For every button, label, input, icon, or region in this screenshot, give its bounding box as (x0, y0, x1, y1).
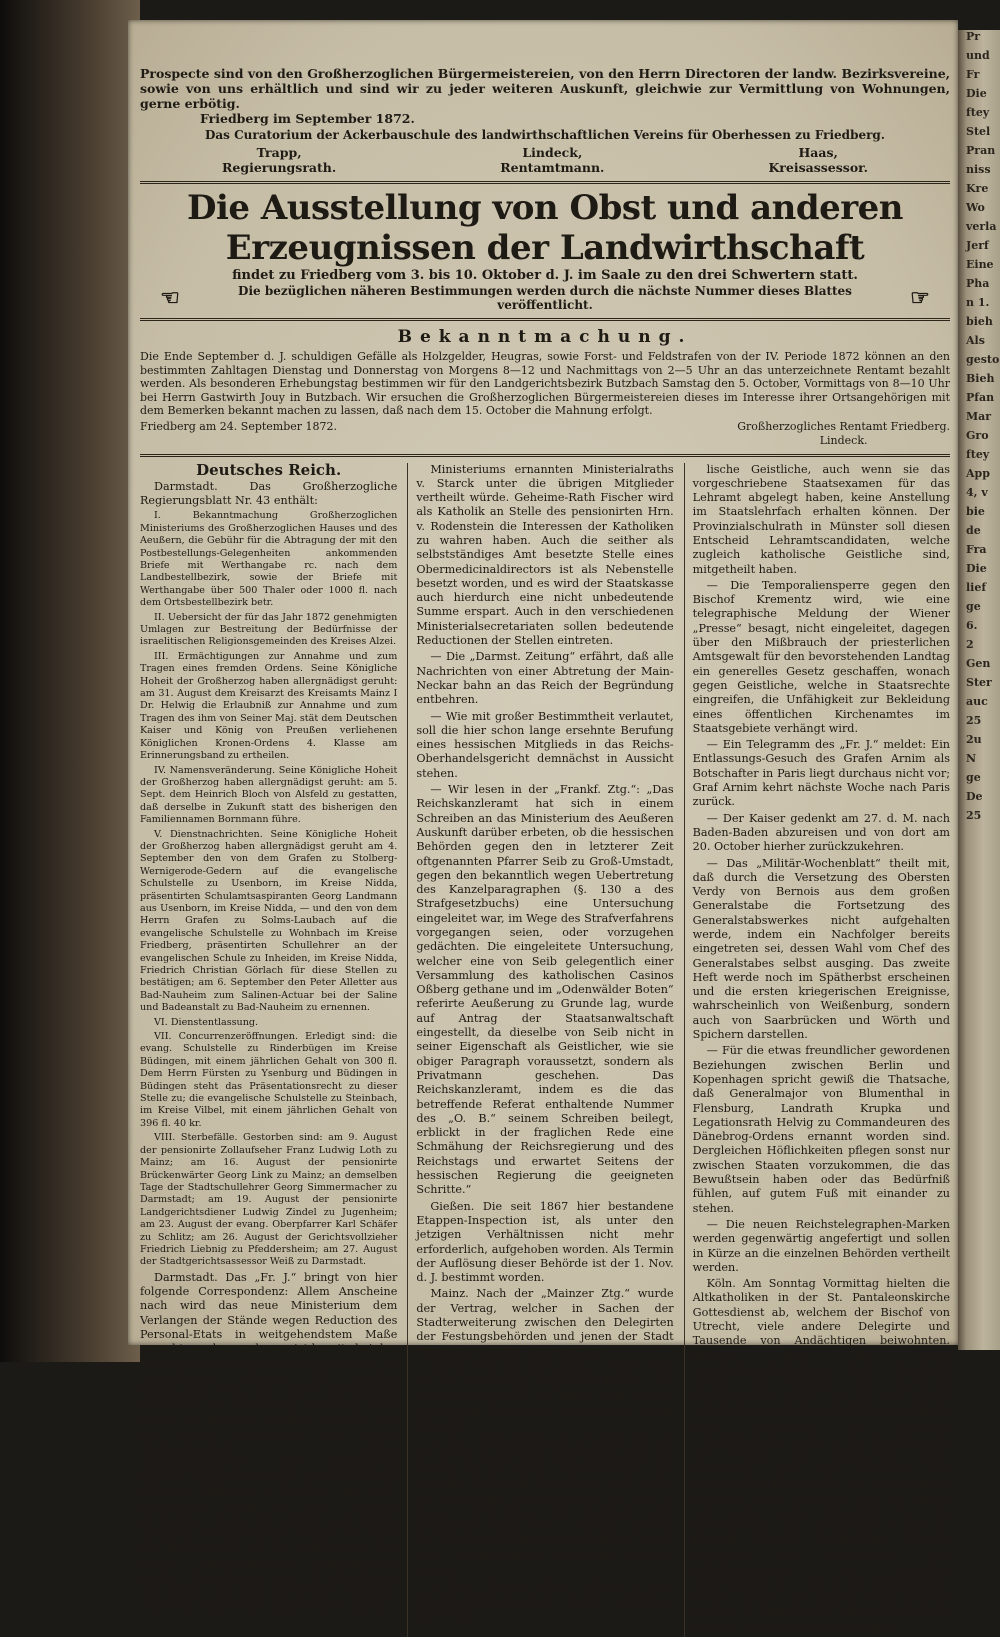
article-paragraph: Ministeriums ernannten Ministerialraths v. Starck unter die übrigen Mitglieder vertheilt würde. Geheime-Rath Fischer wird als Katholik an Stelle des pensionirten Hrn. v. Rodenstein die Interessen der Katholiken zu wahren haben. Auch die seither als selbstständiges Amt besetzte Stelle eines Obermedicinaldirectors ist als Nebenstelle besetzt worden, und es wird der Staatskasse auch hierdurch eine nicht unbedeutende Summe erspart. Auch in den verschiedenen Ministerialsecretariaten sollen bedeutende Reductionen der Stellen eintreten. (416, 462, 674, 648)
bekanntmachung-date: Friedberg am 24. September 1872. (140, 419, 338, 433)
edge-text-fragment: bieh (966, 315, 993, 328)
edge-text-fragment: ge (966, 600, 981, 613)
signer: Lindeck, Rentamtmann. (500, 145, 605, 175)
article-paragraph: — Die neuen Reichstelegraphen-Marken werden gegenwärtig angefertigt und sollen in Kürze an die einzelnen Behörden vertheilt werden. (692, 1217, 950, 1274)
edge-text-fragment: Die (966, 87, 987, 100)
edge-text-fragment: Pha (966, 277, 990, 290)
article-columns (140, 460, 950, 1637)
article-paragraph: Berlin. Wie die „Kreuz-Ztg.“ wissen will, ist die Mittheilung belgischer Blätter, der deutsche Gesandte in Paris, Graf Arnim, habe seine Entlassung nachgesucht, völlig grundlos. (416, 1360, 674, 1432)
edge-text-fragment: 6. (966, 619, 978, 632)
article-paragraph: — Die Temporaliensperre gegen den Bischof Krementz wird, wie eine telegraphische Meldung der Wiener „Presse“ besagt, nicht eingeleitet, dagegen über den Mißbrauch der priesterlichen Amtsgewalt für den bevorstehenden Landtag ein generelles Gesetz geschaffen, wonach gegen Geistliche, welche in Staatsrechte eingreifen, die Unfähigkeit zur Bekleidung eines öffentlichen Kirchenamtes im Staatsgebiete verhängt wird. (692, 578, 950, 735)
edge-text-fragment: auc (966, 695, 988, 708)
edge-text-fragment: Kre (966, 182, 989, 195)
edge-text-fragment: Eine (966, 258, 994, 271)
signers-row (140, 145, 950, 175)
edge-text-fragment: Pfan (966, 391, 995, 404)
book-binding (0, 0, 140, 1362)
article-paragraph: — Wir lesen in der „Frankf. Ztg.“: „Das Reichskanzleramt hat sich in einem Schreiben an das Ministerium des Aeußeren Auskunft darüber erbeten, ob die hessischen Behörden gegen den in letzterer Zeit oftgenannten Pfarrer Seib zu Groß-Umstadt, gegen den bekanntlich wegen Uebertretung des Kanzelparagraphen (§. 130 a des Strafgesetzbuchs) eine Untersuchung eingeleitet war, im Wege des Strafverfahrens vorgegangen seien, oder vorzugehen gedächten. Die eingeleitete Untersuchung, welcher eine von Seib gelegentlich einer Versammlung des katholischen Casinos Oßberg gethane und im „Odenwälder Boten“ referirte Aeußerung zu Grunde lag, wurde auf Antrag der Staatsanwaltschaft eingestellt, da dieselbe von Seib nicht in seiner Eigenschaft als Geistlicher, wie sie obiger Paragraph voraussetzt, sondern als Privatmann geschehen. Das Reichskanzleramt, indem es die das betreffende Referat enthaltende Nummer des „O. B.“ seinem Schreiben beilegt, erblickt in der fraglichen Rede eine Schmähung der Reichsregierung und des Reichstags und erwartet Seitens der hessischen Regierung die geeigneten Schritte.“ (416, 783, 674, 1197)
edge-text-fragment: und (966, 49, 990, 62)
article-paragraph: — Der Kaiser gedenkt am 27. d. M. nach Baden-Baden abzureisen und von dort am 20. October hierher zurückzukehren. (692, 811, 950, 854)
edge-text-fragment: n 1. (966, 296, 990, 309)
edge-text-fragment: ge (966, 771, 981, 784)
exhibition-headline: Die Ausstellung von Obst und anderen Erzeugnissen der Landwirthschaft (186, 188, 903, 268)
column-3 (684, 463, 950, 1637)
edge-text-fragment: Wo (966, 201, 985, 214)
edge-text-fragment: App (966, 467, 990, 480)
article-paragraph: lische Geistliche, auch wenn sie das vorgeschriebene Staatsexamen für das Lehramt abgelegt haben, keine Anstellung im Staatslehrfach erhalten können. Der Provinzialschulrath in Münster soll diesen Entscheid Lehramtscandidaten, welche zugleich katholische Geistliche sind, mitgetheilt haben. (692, 462, 950, 576)
article-paragraph: Darmstadt. Das „Fr. J.“ bringt von hier folgende Correspondenz: Allem Anscheine nach wird das neue Ministerium dem Verlangen der Stände wegen Reduction des Personal-Etats in weitgehendstem Maße gerecht werden, und zwar ist bereits bei den Ministerien hiermit der Anfang gemacht. In maßgebenden Kreisen soll nämlich beschlossen sein, die dritte etatsmäßige Rathsstelle im Ministerium der Justiz nicht wieder zu besetzen, sondern dasselbe nur aus einem dieseitigen und einem rheinhessischen Juristen zusammenzusetzen. Der neuernannte Director Kempf wird daher die Referate des früheren Ministers v. Lindelof und Geh. Staatsraths Frank in dem seinigen vereinigen, sowie der soeben zum Rathe ernannte Advokat-Anwalt Finger zu Alzey das Referat des in das Ministerium des Innern übergegangenen Geheimeraths Fischer übernehmen. Auch im Ministerium des Innern soll eine Rathsstelle eingehen, indem das Referat des zum Director dieses (140, 1270, 398, 1613)
article-paragraph: — Das „Militär-Wochenblatt“ theilt mit, daß durch die Versetzung des Obersten Verdy von Bernois aus dem großen Generalstabe die Fortsetzung des Generalstabswerkes nicht aufgehalten werde, indem ein Nachfolger bereits eingetreten sei, dessen Wahl vom Chef des Generalstabes selbst ausging. Das zweite Heft werde noch im Spätherbst erscheinen und die ersten kriegerischen Ereignisse, wahrscheinlich von Weißenburg, sondern auch von Saarbrücken und Wörth und Spichern darstellen. (692, 856, 950, 1042)
edge-text-fragment: Gro (966, 429, 989, 442)
column-2 (407, 463, 673, 1637)
article-paragraph: Mainz. Nach der „Mainzer Ztg.“ wurde der Vertrag, welcher in Sachen der Stadterweiterung zwischen den Delegirten der Festungsbehörden und jenen der Stadt vereinbart worden, unterzeichnet. (416, 1287, 674, 1358)
edge-text-fragment: Bieh (966, 372, 995, 385)
regierungsblatt-list: I. Bekanntmachung Großherzoglichen Ministeriums des Großherzoglichen Hauses und des Aeußern, die Gebühr für die Abtragung der mit den Postbestellungs-Gelegenheiten ankommenden Briefe mit Werthangabe rc. nach dem Landbestellbezirk, sowie der Briefe mit Werthangabe über 500 Thaler oder 1000 fl. nach dem Ortsbestellbezirk betr. II. Uebersicht der für das Jahr 1872 genehmigten Umlagen zur Bestreitung der Bedürfnisse der israelitischen Religionsgemeinden des Kreises Alzei. III. Ermächtigungen zur Annahme und zum Tragen eines fremden Ordens. Seine Königliche Hoheit der Großherzog haben allergnädigst geruht: am 31. August dem Kreisarzt des Kreisamts Mainz I Dr. Helwig die Erlaubniß zur Annahme und zum Tragen des ihm von Seiner Maj. stät dem Deutschen Kaiser und König von Preußen verliehenen Königlichen Kronen-Ordens 4. Klasse am Erinnerungsband zu ertheilen. IV. Namensveränderung. Seine Königliche Hoheit der Großherzog haben allergnädigst geruht: am 5. Sept. dem Heinrich Bloch von Alsfeld zu gestatten, daß derselbe in Zukunft statt des bisherigen den Familiennamen Bornmann führe. V. Dienstnachrichten. Seine Königliche Hoheit der Großherzog haben allergnädigst geruht am 4. September den von dem Grafen zu Stolberg-Wernigerode-Gedern auf die evangelische Schulstelle zu Usenborn, im Kreise Nidda, präsentirten Schulamtsaspiranten Georg Landmann aus Usenborn, im Kreise Nidda, — und den von dem Herrn Grafen zu Solms-Laubach auf die evangelische Schulstelle zu Wohnbach im Kreise Friedberg, präsentirten Schullehrer an der evangelischen Schule zu Inheiden, im Kreise Nidda, Friedrich Christian Görlach für diese Stellen zu bestätigen; am 6. September den Peter Alletter aus Bad-Nauheim zum Salinen-Actuar bei der Saline und Badeanstalt zu Bad-Nauheim zu ernennen. VI. Dienstentlassung. VII. Concurrenzeröffnungen. Erledigt sind: die evang. Schulstelle zu Rinderbügen im Kreise Büdingen, mit einem jährlichen Gehalt von 300 fl. Dem Herrn Fürsten zu Ysenburg und Büdingen in Büdingen steht das Präsentationsrecht zu dieser Stelle zu; die evangelische Schulstelle zu Steinbach, im Kreise Vilbel, mit einem jährlichen Gehalt von 396 fl. 40 kr. VIII. Sterbefälle. Gestorben sind: am 9. August der pensionirte Zollaufseher Franz Ludwig Loth zu Mainz; am 16. August der pensionirte Brückenwärter Georg Link zu Mainz; an demselben Tage der Stadtschullehrer Georg Simmermacher zu Darmstadt; am 19. August der pensionirte Landgerichtsdiener Ludwig Zindel zu Jugenheim; am 23. August der evang. Oberpfarrer Karl Schäfer zu Schlitz; am 26. August der Gerichtsvollzieher Friedrich Liebnig zu Pfeddersheim; am 27. August der Stadtgerichtsassessor Weiß zu Darmstadt. (140, 510, 398, 1268)
edge-text-fragment: 25 (966, 809, 982, 822)
edge-text-fragment: Jerf (966, 239, 989, 252)
section-divider (140, 181, 950, 184)
edge-text-fragment: Mar (966, 410, 992, 423)
prospect-notice (140, 66, 950, 126)
edge-text-fragment: 25 (966, 714, 982, 727)
edge-text-fragment: niss (966, 163, 991, 176)
edge-text-fragment: 2 (966, 638, 974, 651)
exhibition-note (140, 284, 950, 312)
bekanntmachung-title: Bekanntmachung. (397, 327, 693, 347)
edge-text-fragment: verla (966, 220, 997, 233)
pointing-hand-icon: ☜ (160, 285, 180, 311)
edge-text-fragment: N (966, 752, 977, 765)
edge-text-fragment: ftey (966, 106, 990, 119)
article-paragraph: Köln. Am Sonntag Vormittag hielten die Altkatholiken in der St. Pantaleonskirche Gottesdienst ab, welchem der Bischof von Utrecht, viele andere Delegirte und Tausende von Andächtigen beiwohnten. Mittags fand die letzte Delegirtenversammlung statt. Bluntschli sprach als Mitglied der deutschen evangelischen Kirche. Schulte hob hervor, daß man einig sein müsse in der Verwerfung jeder Intoleranz und geistigen Unterdrückung, sowie in der Anerkennung der Einheit der christlichen Liebe. Ueberbeck theilt ein Schreiben des armenischen Erzbischofs mit, worin dieser bedauert, nicht anwesend sein zu können und seine volle Sympathie für die Bestrebungen des Congresses ausdrückt. Hierauf wurden sämmtliche Anträge bezüglich der Organisation der Reformbewegung und Agitation angenommen, §. 1 mit einem Amendement, Inhalts dessen die Bildung eines Central-Comites in München für Süddeutschland, in Köln für Norddeutschland erfolgen (692, 1277, 950, 1634)
signer: Trapp, Regierungsrath. (222, 145, 337, 175)
prospect-text: Prospecte sind von den Großherzoglichen Bürgermeistereien, von den Herrn Directoren der landw. Bezirksvereine, sowie von uns erhältlich und sind wir zu jeder weiteren Auskunft, gleichwie zur Vermittlung von Wohnungen, gerne erbötig. (140, 66, 950, 111)
edge-text-fragment: De (966, 790, 983, 803)
edge-text-fragment: de (966, 524, 981, 537)
exhibition-subtitle: findet zu Friedberg vom 3. bis 10. Oktober d. J. im Saale zu den drei Schwertern statt. (232, 268, 858, 283)
article-paragraph: Gießen. Die seit 1867 hier bestandene Etappen-Inspection ist, als unter den jetzigen Verhältnissen nicht mehr erforderlich, aufgehoben worden. Als Termin der Auflösung dieser Behörde ist der 1. Nov. d. J. bestimmt worden. (416, 1199, 674, 1285)
section-divider (140, 454, 950, 457)
exhibition-note-text: Die bezüglichen näheren Bestimmungen werden durch die nächste Nummer dieses Blattes veröffentlicht. (238, 284, 852, 312)
edge-text-fragment: Ster (966, 676, 992, 689)
edge-text-fragment: Gen (966, 657, 991, 670)
article-paragraph: — Die „Börsen-Zeitung“ erwähnt die auf der Börse coursirende Mittheilung über die Kündigung der 5proc. Bundesanleihe und bemerkt: Sicherem Vernehmen nach stehe die Kündigung dieser Anleihe für den 1. Januar 1873 bevor. Den Besitzern wäre freigestellt, schon vom 1. October 1872 an die Stücke zur Einlösung vorzulegen, wobei eine halbprocentige Vergütung gewährt würde. (416, 1434, 674, 1577)
article-paragraph: — Wie mit großer Bestimmtheit verlautet, soll die hier schon lange ersehnte Berufung eines hessischen Mitglieds in das Reichs-Oberhandelsgericht demnächst in Aussicht stehen. (416, 709, 674, 780)
bekanntmachung-footer (140, 420, 950, 448)
column-1 (140, 460, 398, 1637)
edge-text-fragment: Die (966, 562, 987, 575)
signer: Haas, Kreisassessor. (768, 145, 868, 175)
edge-text-fragment: 2u (966, 733, 982, 746)
article-lead: Darmstadt. Das Großherzogliche Regierungsblatt Nr. 43 enthält: (140, 479, 398, 508)
page-content (140, 66, 950, 1637)
edge-text-fragment: Als (966, 334, 985, 347)
edge-text-fragment: Pr (966, 30, 981, 43)
section-divider (140, 318, 950, 321)
edge-text-fragment: Pran (966, 144, 996, 157)
edge-text-fragment: gesto (966, 353, 1000, 366)
pointing-hand-icon: ☞ (910, 285, 930, 311)
article-paragraph: — Für die etwas freundlicher gewordenen Beziehungen zwischen Berlin und Kopenhagen spricht gewiß die Thatsache, daß Generalmajor von Blumenthal in Flensburg, Landrath Krupka und Legationsrath Helvig zu Commandeuren des Dänebrog-Ordens ernannt worden sind. Dergleichen Höflichkeiten pflegen sonst nur zwischen Staaten vorzukommen, die das Bewußtsein haben oder das Bedürfniß fühlen, auf gutem Fuß mit einander zu stehen. (692, 1044, 950, 1215)
bekanntmachung-text: Die Ende September d. J. schuldigen Gefälle als Holzgelder, Heugras, sowie Forst- und Feldstrafen von der IV. Periode 1872 können an den bestimmten Zahltagen Dienstag und Donnerstag von Morgens 8—12 und Nachmittags von 2—5 Uhr an das unterzeichnete Rentamt bezahlt werden. Als besonderen Erhebungstag bestimmen wir für den Landgerichtsbezirk Butzbach Samstag den 5. October, Vormittags von 8—10 Uhr bei Herrn Gastwirth Jouy in Butzbach. Wir ersuchen die Großherzoglichen Bürgermeistereien dieses im Interesse ihrer Ortsangehörigen mit dem Bemerken bekannt machen zu lassen, daß nach dem 15. October die Mahnung erfolgt. (140, 350, 950, 417)
prospect-dateline: Friedberg im September 1872. (200, 111, 415, 126)
newspaper-page (128, 20, 958, 1634)
edge-text-fragment: Stel (966, 125, 991, 138)
curatorium-line: Das Curatorium der Ackerbauschule des landwirthschaftlichen Vereins für Oberhessen zu Friedberg. (204, 128, 885, 142)
edge-text-fragment: Fr (966, 68, 980, 81)
edge-text-fragment: 4, v (966, 486, 988, 499)
edge-text-fragment: lief (966, 581, 987, 594)
edge-text-fragment: Fra (966, 543, 987, 556)
next-page-edge (958, 30, 1000, 1350)
section-heading: Deutsches Reich. (196, 460, 342, 479)
edge-text-fragment: ftey (966, 448, 990, 461)
article-paragraph: — Ein Telegramm des „Fr. J.“ meldet: Ein Entlassungs-Gesuch des Grafen Arnim als Botschafter in Paris liegt durchaus nicht vor; Graf Arnim kehrt nächste Woche nach Paris zurück. (692, 738, 950, 809)
article-paragraph: — Die „Darmst. Zeitung“ erfährt, daß alle Nachrichten von einer Abtretung der Main-Neckar bahn an das Reich der Begründung entbehren. (416, 650, 674, 707)
article-paragraph: — Dem „Westph. Merk.“ zufolge ist eine Ministerialentscheidung dahin ergangen, daß katho- (416, 1579, 674, 1621)
edge-text-fragment: bie (966, 505, 985, 518)
bekanntmachung-signature: Großherzogliches Rentamt Friedberg. Lindeck. (737, 419, 950, 447)
